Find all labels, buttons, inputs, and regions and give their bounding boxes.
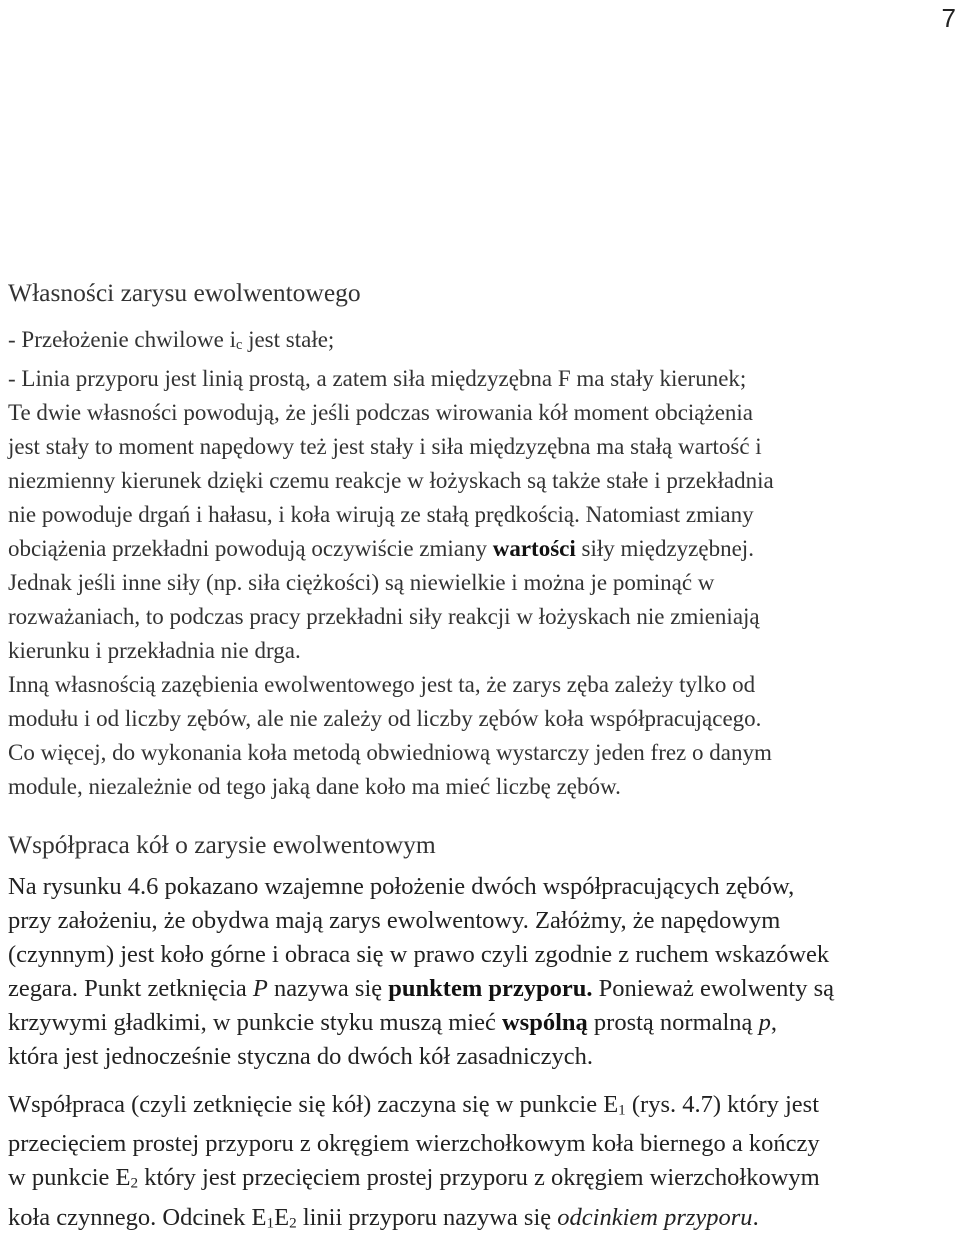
- paragraph-cooperation-2: [8, 1088, 956, 1240]
- text-line: - Przełożenie chwilowe $i_c$ jest stałe;: [8, 327, 335, 354]
- text-line: niezmienny kierunek dzięki czemu reakcje w łożyskach są także stałe i przekładnia: [8, 468, 774, 494]
- section-heading-cooperation: Współpraca kół o zarysie ewolwentowym: [8, 830, 436, 860]
- italic-symbol-p: P: [252, 975, 268, 1003]
- text-line: w punkcie $E_2$ który jest przecięciem prostej przyporu z okręgiem wierzchołkowym: [8, 1164, 820, 1192]
- text-line: Współpraca (czyli zetknięcie się kół) zaczyna się w punkcie $E_1$ (rys. 4.7) który jest: [8, 1091, 820, 1119]
- text-line: Co więcej, do wykonania koła metodą obwiedniową wystarczy jeden frez o danym: [8, 740, 772, 766]
- bold-term: wartości: [492, 536, 576, 562]
- text-line: module, niezależnie od tego jaką dane koło ma mieć liczbę zębów.: [8, 774, 621, 800]
- text-line: nie powoduje drgań i hałasu, i koła wirują ze stałą prędkością. Natomiast zmiany: [8, 502, 754, 528]
- paragraph-cooperation-1: [8, 870, 956, 1074]
- bold-term: punktem przyporu.: [388, 975, 593, 1003]
- italic-term: odcinkiem przyporu: [557, 1203, 753, 1231]
- text-line: rozważaniach, to podczas pracy przekładni siły reakcji w łożyskach nie zmieniają: [8, 604, 760, 630]
- italic-symbol-p: p: [758, 1009, 771, 1037]
- text-line: modułu i od liczby zębów, ale nie zależy od liczby zębów koła współpracującego.: [8, 706, 762, 732]
- text-line: Na rysunku 4.6 pokazano wzajemne położenie dwóch współpracujących zębów,: [8, 873, 795, 901]
- text-line: zegara. Punkt zetknięcia P nazywa się punktem przyporu. Ponieważ ewolwenty są: [8, 975, 835, 1003]
- text-line: przecięciem prostej przyporu z okręgiem wierzchołkowym koła biernego a kończy: [8, 1130, 820, 1158]
- text-line: Jednak jeśli inne siły (np. siła ciężkości) są niewielkie i można je pominąć w: [8, 570, 715, 596]
- text-line: krzywymi gładkimi, w punkcie styku muszą mieć wspólną prostą normalną p,: [8, 1009, 777, 1037]
- section-properties-text: [8, 323, 956, 804]
- text-line: koła czynnego. Odcinek $E_1E_2$ linii przyporu nazywa się odcinkiem przyporu.: [8, 1203, 759, 1231]
- text-line: kierunku i przekładnia nie drga.: [8, 638, 301, 664]
- text-line: która jest jednocześnie styczna do dwóch kół zasadniczych.: [8, 1043, 594, 1071]
- text-line: (czynnym) jest koło górne i obraca się w prawo czyli zgodnie z ruchem wskazówek: [8, 941, 830, 969]
- page-number: 7: [941, 3, 956, 33]
- text-line: Inną własnością zazębienia ewolwentowego jest ta, że zarys zęba zależy tylko od: [8, 672, 756, 698]
- text-line: Te dwie własności powodują, że jeśli podczas wirowania kół moment obciążenia: [8, 400, 754, 426]
- text-line: - Linia przyporu jest linią prostą, a zatem siła międzyzębna F ma stały kierunek;: [8, 366, 747, 392]
- section-heading-properties: Własności zarysu ewolwentowego: [8, 278, 361, 307]
- text-line: jest stały to moment napędowy też jest stały i siła międzyzębna ma stałą wartość i: [8, 434, 762, 460]
- text-line: obciążenia przekładni powodują oczywiście zmiany wartości siły międzyzębnej.: [8, 536, 754, 562]
- text-line: przy założeniu, że obydwa mają zarys ewolwentowy. Załóżmy, że napędowym: [8, 907, 781, 935]
- bold-term: wspólną: [501, 1009, 588, 1037]
- document-body: [8, 276, 956, 1240]
